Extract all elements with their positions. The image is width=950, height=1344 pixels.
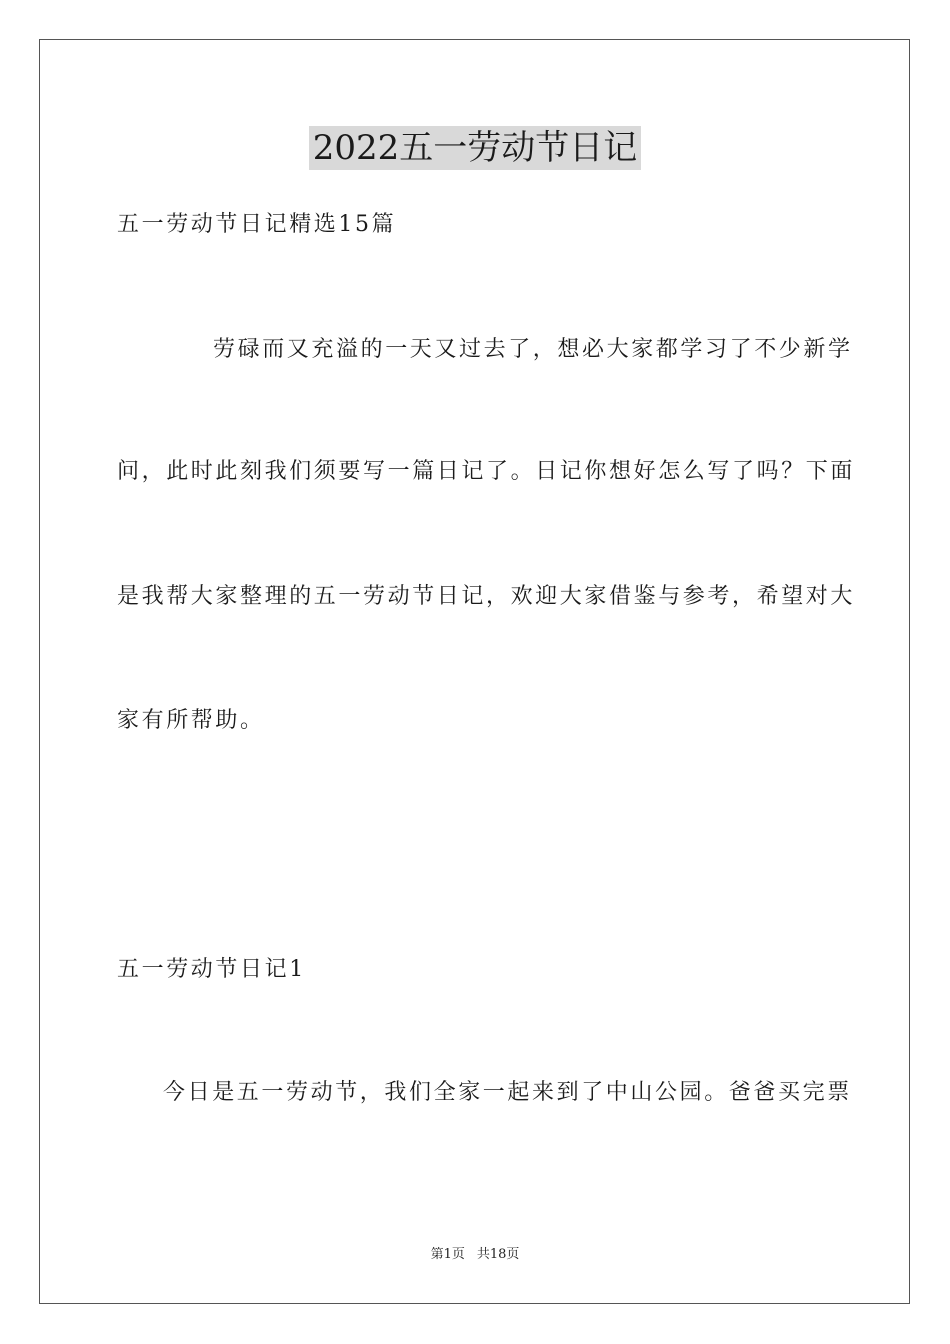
section-heading: 五一劳动节日记1 [117,957,306,982]
paragraph-line: 是我帮大家整理的五一劳动节日记，欢迎大家借鉴与参考，希望对大 [117,584,856,609]
paragraph-line: 劳碌而又充溢的一天又过去了，想必大家都学习了不少新学 [213,337,853,362]
subtitle: 五一劳动节日记精选15篇 [117,212,397,237]
paragraph-line: 家有所帮助。 [117,708,265,733]
paragraph-line: 问，此时此刻我们须要写一篇日记了。日记你想好怎么写了吗？下面 [117,459,856,484]
page-total: 共18页 [476,1247,520,1262]
page-footer [0,1246,950,1264]
title-container [0,126,950,170]
document-title: 2022五一劳动节日记 [309,126,642,170]
paragraph-line: 今日是五一劳动节，我们全家一起来到了中山公园。爸爸买完票 [163,1080,852,1105]
page-number: 第1页 [430,1247,465,1262]
